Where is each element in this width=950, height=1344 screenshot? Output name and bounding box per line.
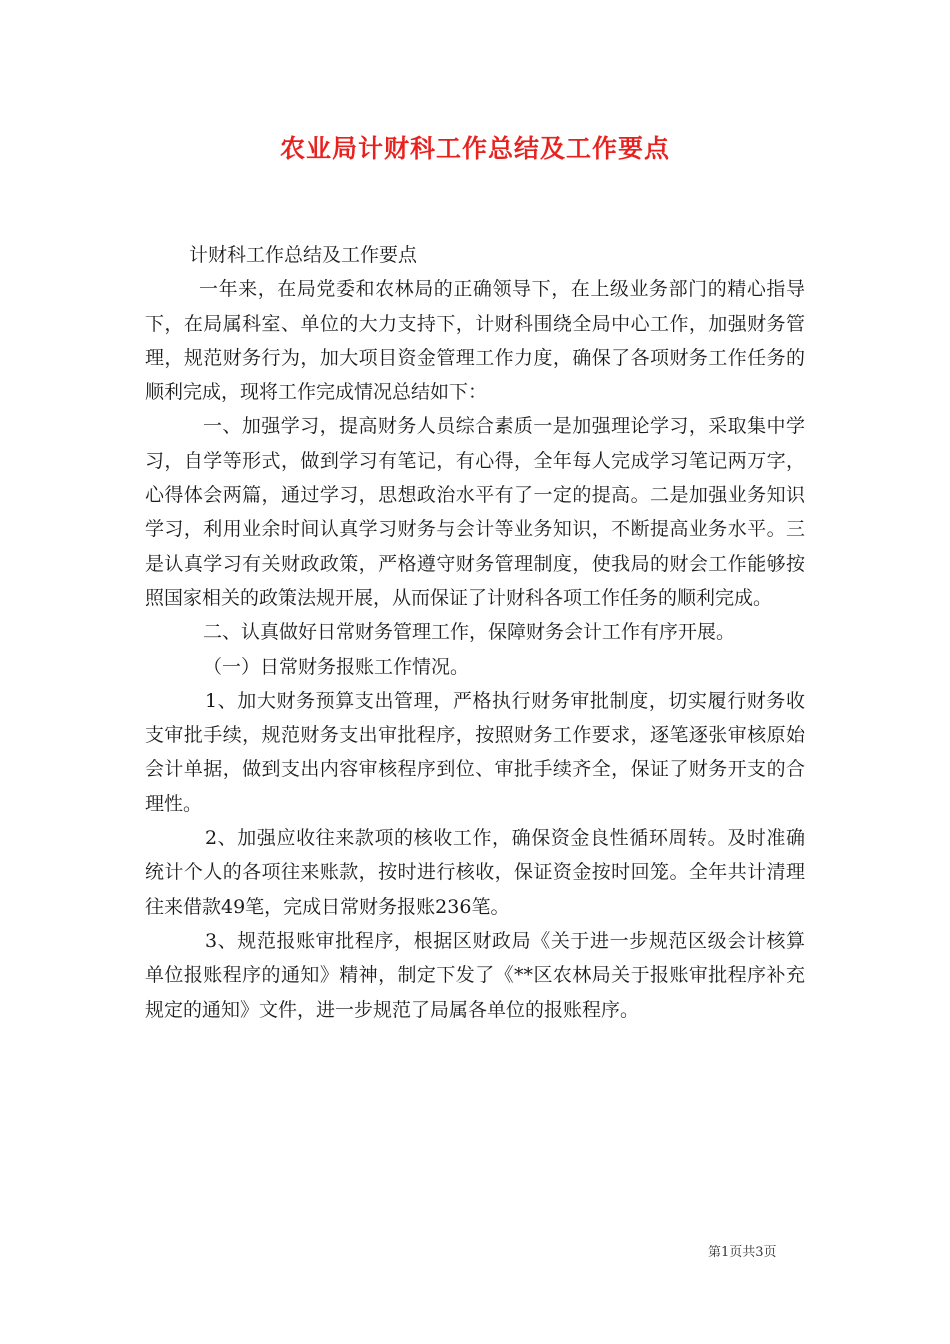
paragraph-item-2: 2、加强应收往来款项的核收工作，确保资金良性循环周转。及时准确统计个人的各项往来账款，按时进行核收，保证资金按时回笼。全年共计清理往来借款49笔，完成日常财务报账236笔。 <box>145 827 805 918</box>
paragraph-item-1: 1、加大财务预算支出管理，严格执行财务审批制度，切实履行财务收支审批手续，规范财务支出审批程序，按照财务工作要求，逐笔逐张审核原始会计单据，做到支出内容审核程序到位、审批手续齐全，保证了财务开支的合理性。 <box>145 689 805 815</box>
paragraph-intro: 一年来，在局党委和农林局的正确领导下，在上级业务部门的精心指导下，在局属科室、单位的大力支持下，计财科围绕全局中心工作，加强财务管理，规范财务行为，加大项目资金管理工作力度，确保了各项财务工作任务的顺利完成，现将工作完成情况总结如下： <box>145 278 805 404</box>
document-title: 农业局计财科工作总结及工作要点 <box>279 134 670 163</box>
section-heading-two: 二、认真做好日常财务管理工作，保障财务会计工作有序开展。 <box>203 621 736 644</box>
subsection-heading-one: （一）日常财务报账工作情况。 <box>203 655 470 678</box>
document-subtitle: 计财科工作总结及工作要点 <box>189 244 418 266</box>
page-number-footer: 第1页共3页 <box>708 1245 777 1260</box>
paragraph-study: 一、加强学习，提高财务人员综合素质一是加强理论学习，采取集中学习，自学等形式，做到学习有笔记，有心得，全年每人完成学习笔记两万字，心得体会两篇，通过学习，思想政治水平有了一定的提高。二是加强业务知识学习，利用业余时间认真学习财务与会计等业务知识，不断提高业务水平。三是认真学习有关财政政策，严格遵守财务管理制度，使我局的财会工作能够按照国家相关的政策法规开展，从而保证了计财科各项工作任务的顺利完成。 <box>145 415 805 609</box>
document-body <box>145 238 805 1027</box>
paragraph-item-3: 3、规范报账审批程序，根据区财政局《关于进一步规范区级会计核算单位报账程序的通知》精神，制定下发了《**区农林局关于报账审批程序补充规定的通知》文件，进一步规范了局属各单位的报账程序。 <box>145 929 805 1021</box>
